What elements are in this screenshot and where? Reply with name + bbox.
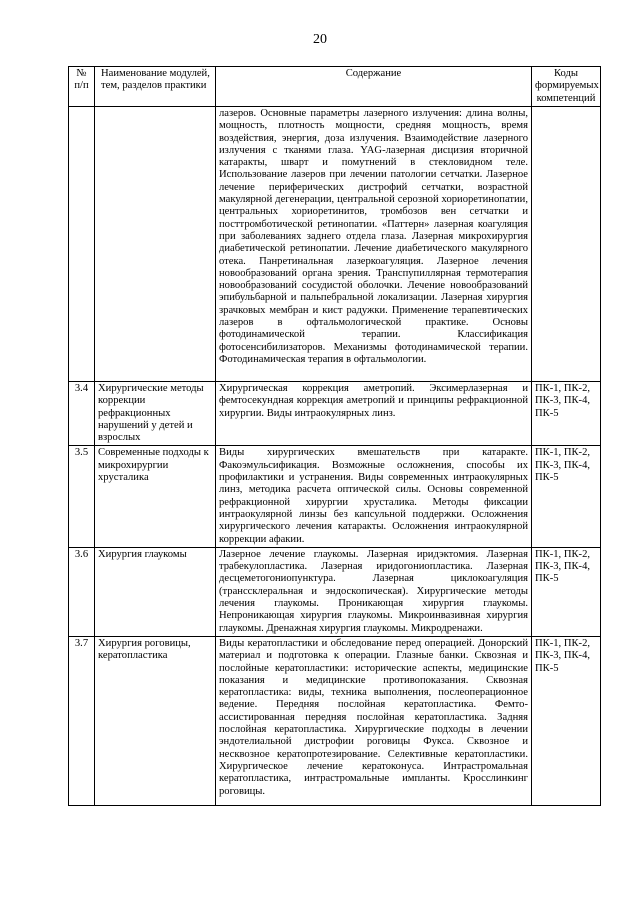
row-number: 3.7	[69, 636, 95, 805]
row-content: лазеров. Основные параметры лазерного излучения: длина волны, мощность, плотность мощности, средняя мощность, время воздействия, энергия, доза излучения. Взаимодействие лазерного излучения с тканями глаза. YAG-лазерная дисцизия вторичной катаракты, шварт и помутнений в стекловидном теле. Использование лазеров при лечении патологии сетчатки. Лазерное лечение периферических дистрофий сетчатки, возрастной макулярной дегенерации, центральной серозной хориоретинопатии, центральных хориоретинитов, тромбозов вен сетчатки и посттромботической ретинопатии. «Паттерн» лазерная коагуляция при заболеваниях заднего отдела глаза. Лазерная микрохирургия диабетической ретинопатии. Лечение диабетического макулярного отека. Панретинальная лазеркоагуляция. Лазерное лечения новообразований органа зрения. Транспупиллярная термотерапия новообразований сосудистой оболочки. Лечение новообразований эпибульбарной и пальпебральной локализации. Лазерная хирургия зрачковых мембран и кист радужки. Применение терапевтических лазеров в офтальмологической практике. Основы фотодинамической терапии. Классификация фотосенсибилизаторов. Механизмы фотодинамической терапии. Фотодинамическая терапия в офтальмологии.	[216, 107, 532, 382]
row-number: 3.5	[69, 446, 95, 547]
row-content: Лазерное лечение глаукомы. Лазерная иридэктомия. Лазерная трабекулопластика. Лазерная иридогониопластика. Лазерная десцеметогониопунктура. Лазерная циклокоагуляция (транссклеральная и эндоскопическая). Хирургические методы лечения глаукомы. Проникающая хирургия глаукомы. Непроникающая хирургия глаукомы. Микроинвазивная хирургия глаукомы. Дренажная хирургия глаукомы. Микродренажи.	[216, 547, 532, 636]
curriculum-table	[68, 66, 601, 806]
table-row	[69, 547, 601, 636]
table-row	[69, 636, 601, 805]
header-number: № п/п	[69, 67, 95, 107]
row-codes	[532, 107, 601, 382]
row-name	[95, 107, 216, 382]
row-name: Хирургия глаукомы	[95, 547, 216, 636]
row-content: Хирургическая коррекция аметропий. Эксимерлазерная и фемтосекундная коррекция аметропий и принципы рефракционной хирургии. Виды интраокулярных линз.	[216, 382, 532, 446]
row-number: 3.4	[69, 382, 95, 446]
row-content: Виды кератопластики и обследование перед операцией. Донорский материал и подготовка к операции. Глазные банки. Сквозная и послойные кератопластики: исторические аспекты, медицинские показания и медицинские противопоказания. Сквозная кератопластика: виды, техника выполнения, послеоперационное ведение. Передняя послойная кератопластика. Фемто-ассистированная передняя послойная кератопластика. Задняя послойная кератопластика. Хирургические подходы в лечении эндотелиальной дистрофии роговицы Фукса. Сквозное и несквозное кератопротезирование. Селективные кератопластики. Хирургическое лечение кератоконуса. Интрастромальная кератопластика, интрастромальные импланты. Кросслинкинг роговицы.	[216, 636, 532, 805]
row-codes: ПК-1, ПК-2, ПК-3, ПК-4, ПК-5	[532, 547, 601, 636]
header-content: Содержание	[216, 67, 532, 107]
header-codes: Коды формируемых компетенций	[532, 67, 601, 107]
table-row	[69, 446, 601, 547]
row-name: Хирургические методы коррекции рефракционных нарушений у детей и взрослых	[95, 382, 216, 446]
row-name: Современные подходы к микрохирургии хрусталика	[95, 446, 216, 547]
row-content: Виды хирургических вмешательств при катаракте. Факоэмульсификация. Возможные осложнения, способы их профилактики и устранения. Виды современных интраокулярных линз, методика расчета оптической силы. Основы современной рефракционной хирургии хрусталика. Методы фиксации интраокулярной линзы без капсульной поддержки. Осложнения хирургического лечения катаракты. Осложнения интраокулярной коррекции афакии.	[216, 446, 532, 547]
row-number	[69, 107, 95, 382]
row-codes: ПК-1, ПК-2, ПК-3, ПК-4, ПК-5	[532, 636, 601, 805]
row-name: Хирургия роговицы, кератопластика	[95, 636, 216, 805]
header-name: Наименование модулей, тем, разделов практики	[95, 67, 216, 107]
row-number: 3.6	[69, 547, 95, 636]
table-header-row	[69, 67, 601, 107]
table-row	[69, 382, 601, 446]
row-codes: ПК-1, ПК-2, ПК-3, ПК-4, ПК-5	[532, 382, 601, 446]
row-codes: ПК-1, ПК-2, ПК-3, ПК-4, ПК-5	[532, 446, 601, 547]
page-number: 20	[313, 32, 327, 47]
table-row	[69, 107, 601, 382]
